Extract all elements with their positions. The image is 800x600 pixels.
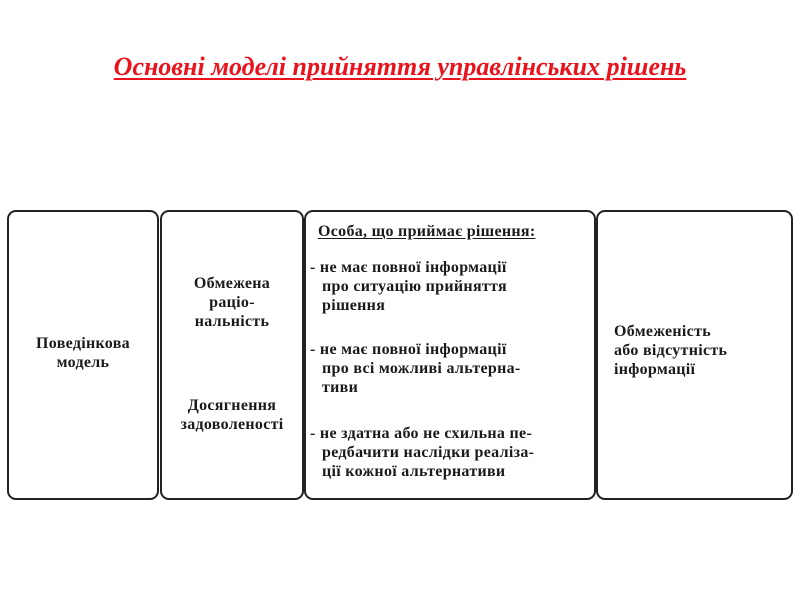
bounded-rationality-line: Обмежена	[193, 275, 271, 292]
decision-maker-item	[310, 258, 588, 315]
item-line: про всі можливі альтерна-	[322, 360, 521, 377]
bounded-rationality-label	[162, 274, 302, 331]
item-line: рішення	[322, 297, 386, 314]
bounded-rationality-line: раціо-	[209, 294, 255, 311]
decision-maker-item	[310, 340, 588, 397]
information-line: Обмеженість	[614, 323, 712, 340]
item-line: - не має повної інформації	[310, 259, 507, 276]
item-line: - не має повної інформації	[310, 341, 507, 358]
model-box	[7, 210, 159, 500]
decision-maker-heading-text: Особа, що приймає рішення	[318, 223, 530, 240]
item-line: редбачити наслідки реаліза-	[322, 444, 535, 461]
decision-maker-heading	[318, 222, 536, 241]
information-label	[614, 322, 727, 379]
item-line: - не здатна або не схильна пе-	[310, 425, 533, 442]
item-line: ції кожної альтернативи	[322, 463, 506, 480]
model-label-line: модель	[56, 354, 110, 371]
information-line: або відсутність	[614, 342, 728, 359]
decision-maker-item	[310, 424, 588, 481]
bounded-rationality-line: нальність	[194, 313, 270, 330]
decision-maker-heading-colon: :	[529, 223, 536, 240]
satisficing-label	[162, 396, 302, 434]
information-line: інформації	[614, 361, 696, 378]
item-line: тиви	[322, 379, 359, 396]
model-label	[9, 334, 157, 372]
model-label-line: Поведінкова	[36, 335, 130, 352]
information-box	[596, 210, 793, 500]
item-line: про ситуацію прийняття	[322, 278, 507, 295]
satisficing-line: Досягнення	[187, 397, 277, 414]
satisficing-line: задоволеності	[180, 416, 284, 433]
concepts-box	[160, 210, 304, 500]
decision-maker-box	[304, 210, 596, 500]
page-title: Основні моделі прийняття управлінських рішень	[113, 52, 687, 81]
